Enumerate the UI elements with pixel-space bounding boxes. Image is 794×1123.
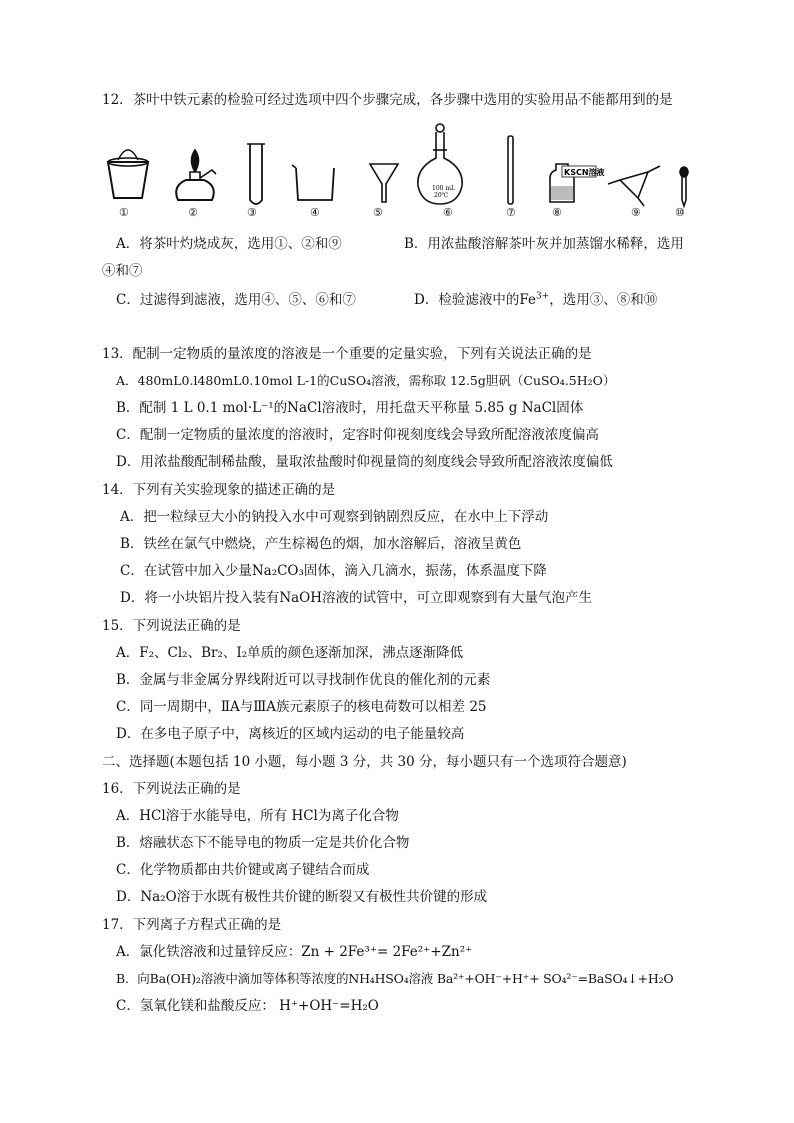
q12-option-b-cont: ④和⑦	[102, 263, 143, 279]
apparatus-label-6: ⑥	[443, 206, 453, 219]
q13-option-d: D．用浓盐酸配制稀盐酸，量取浓盐酸时仰视量筒的刻度线会导致所配溶液浓度偏低	[116, 454, 613, 470]
q17-option-a: A．氯化铁溶液和过量锌反应：Zn + 2Fe³⁺= 2Fe²⁺+Zn²⁺	[116, 944, 473, 960]
q16-option-b: B．熔融状态下不能导电的物质一定是共价化合物	[116, 835, 410, 851]
crucible-icon	[108, 150, 148, 198]
dropper-icon	[680, 167, 688, 206]
q12-option-d: D．检验滤液中的$Fe^{3+}$，选用③、⑧和⑩	[414, 291, 658, 308]
apparatus-label-9: ⑨	[631, 206, 641, 219]
q15-option-b: B．金属与非金属分界线附近可以寻找制作优良的催化剂的元素	[116, 672, 491, 688]
apparatus-label-5: ⑤	[373, 206, 383, 219]
q15-option-c: C．同一周期中，ⅡA与ⅢA族元素原子的核电荷数可以相差 25	[116, 699, 487, 715]
q17-option-c: C．氢氧化镁和盐酸反应： H⁺+OH⁻=H₂O	[116, 998, 379, 1014]
q14-stem: 14．下列有关实验现象的描述正确的是	[102, 482, 336, 498]
q16-stem: 16．下列说法正确的是	[102, 781, 241, 797]
q15-stem: 15．下列说法正确的是	[102, 618, 241, 634]
apparatus-label-7: ⑦	[506, 206, 516, 219]
q15-option-a: A．F₂、Cl₂、Br₂、I₂单质的颜色逐渐加深，沸点逐渐降低	[116, 645, 464, 661]
glass-rod-icon	[508, 136, 513, 204]
q12-option-a: A．将茶叶灼烧成灰，选用①、②和⑨	[116, 236, 342, 252]
flask-text-volume: 100 mL	[432, 185, 456, 192]
apparatus-label-4: ④	[310, 206, 320, 219]
q16-option-a: A．HCl溶于水能导电，所有 HCl为离子化合物	[116, 808, 399, 824]
q13-stem: 13．配制一定物质的量浓度的溶液是一个重要的定量实验，下列有关说法正确的是	[102, 346, 592, 362]
apparatus-label-1: ①	[119, 206, 129, 219]
section-two-heading: 二、选择题(本题包括 10 小题，每小题 3 分，共 30 分，每小题只有一个选项符合题意)	[102, 754, 627, 770]
q17-option-b: B．向Ba(OH)₂溶液中滴加等体积等浓度的NH₄HSO₄溶液 Ba²⁺+OH⁻+H⁺+ SO₄²⁻=BaSO₄↓+H₂O	[116, 971, 674, 986]
q14-option-b: B．铁丝在氯气中燃烧，产生棕褐色的烟，加水溶解后，溶液呈黄色	[120, 536, 522, 552]
test-tube-icon	[247, 144, 265, 204]
q13-option-a: A．480mL0.l480mL0.10mol L-1的CuSO₄溶液，需称取 12.5g胆矾（CuSO₄.5H₂O）	[116, 373, 616, 388]
flask-text-temp: 20℃	[434, 192, 449, 199]
q14-option-d: D．将一小块铝片投入装有NaOH溶液的试管中，可立即观察到有大量气泡产生	[120, 590, 593, 606]
alcohol-lamp-icon	[176, 150, 216, 200]
q12-stem: 12．茶叶中铁元素的检验可经过选项中四个步骤完成，各步骤中选用的实验用品不能都用到的是	[102, 92, 673, 108]
apparatus-label-3: ③	[247, 206, 257, 219]
q15-option-d: D．在多电子原子中，离核近的区域内运动的电子能量较高	[116, 726, 465, 742]
apparatus-figure	[100, 120, 700, 220]
pipeclay-triangle-icon	[608, 166, 660, 206]
q12-option-b: B．用浓盐酸溶解茶叶灰并加蒸馏水稀释，选用	[404, 236, 684, 252]
q17-stem: 17．下列离子方程式正确的是	[102, 917, 282, 933]
funnel-icon	[370, 164, 398, 202]
bottle-label: KSCN溶液	[564, 168, 605, 177]
q16-option-d: D．Na₂O溶于水既有极性共价键的断裂又有极性共价键的形成	[116, 889, 488, 905]
apparatus-label-8: ⑧	[552, 206, 562, 219]
q14-option-a: A．把一粒绿豆大小的钠投入水中可观察到钠剧烈反应，在水中上下浮动	[120, 509, 549, 525]
q13-option-c: C．配制一定物质的量浓度的溶液时，定容时仰视刻度线会导致所配溶液浓度偏高	[116, 427, 599, 443]
q13-option-b: B．配制 1 L 0.1 mol·L⁻¹的NaCl溶液时，用托盘天平称量 5.85 g NaCl固体	[116, 400, 584, 416]
beaker-icon	[292, 165, 334, 200]
apparatus-label-10: ⑩	[675, 206, 685, 219]
q16-option-c: C．化学物质都由共价键或离子键结合而成	[116, 862, 370, 878]
apparatus-label-2: ②	[188, 206, 198, 219]
q14-option-c: C．在试管中加入少量Na₂CO₃固体，滴入几滴水，振荡，体系温度下降	[120, 563, 547, 579]
q12-option-c: C．过滤得到滤液，选用④、⑤、⑥和⑦	[116, 292, 356, 308]
